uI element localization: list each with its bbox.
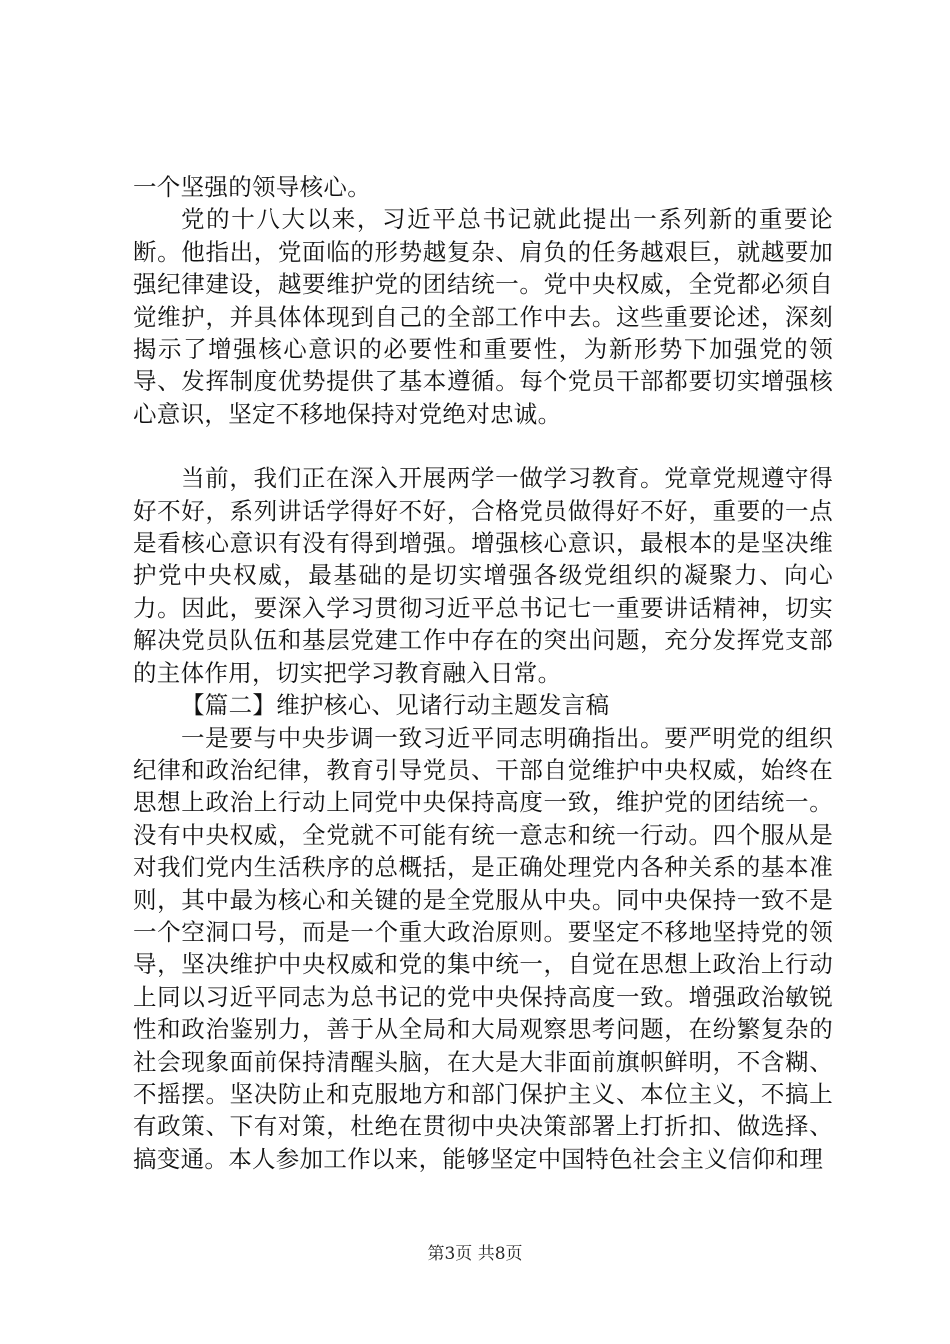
page-number-footer: 第3页 共8页 — [427, 1244, 523, 1264]
paragraph-1: 一个坚强的领导核心。 — [133, 173, 371, 201]
paragraph-spacer — [133, 430, 833, 462]
paragraph-5: 一是要与中央步调一致习近平同志明确指出。要严明党的组织纪律和政治纪律，教育引导党员、干部自觉维护中央权威，始终在思想上政治上行动上同党中央保持高度一致，维护党的团结统一。没有中央权威，全党就不可能有统一意志和统一行动。四个服从是对我们党内生活秩序的总概括，是正确处理党内各种关系的基本准则，其中最为核心和关键的是全党服从中央。同中央保持一致不是一个空洞口号，而是一个重大政治原则。要坚定不移地坚持党的领导，坚决维护中央权威和党的集中统一，自觉在思想上政治上行动上同以习近平同志为总书记的党中央保持高度一致。增强政治敏锐性和政治鉴别力，善于从全局和大局观察思考问题，在纷繁复杂的社会现象面前保持清醒头脑，在大是大非面前旗帜鲜明，不含糊、不摇摆。坚决防止和克服地方和部门保护主义、本位主义，不搞上有政策、下有对策，杜绝在贯彻中央决策部署上打折扣、做选择、搞变通。本人参加工作以来，能够坚定中国特色社会主义信仰和理 — [133, 723, 833, 1173]
section-heading: 【篇二】维护核心、见诸行动主题发言稿 — [181, 691, 610, 720]
body-text — [133, 171, 833, 1175]
paragraph-3: 当前，我们正在深入开展两学一做学习教育。党章党规遵守得好不好，系列讲话学得好不好，合格党员做得好不好，重要的一点是看核心意识有没有得到增强。增强核心意识，最根本的是坚决维护党中央权威，最基础的是切实增强各级党组织的凝聚力、向心力。因此，要深入学习贯彻习近平总书记七一重要讲话精神，切实解决党员队伍和基层党建工作中存在的突出问题，充分发挥党支部的主体作用，切实把学习教育融入日常。 — [133, 464, 833, 687]
paragraph-2: 党的十八大以来，习近平总书记就此提出一系列新的重要论断。他指出，党面临的形势越复杂、肩负的任务越艰巨，就越要加强纪律建设，越要维护党的团结统一。党中央权威，全党都必须自觉维护，并具体体现到自己的全部工作中去。这些重要论述，深刻揭示了增强核心意识的必要性和重要性，为新形势下加强党的领导、发挥制度优势提供了基本遵循。每个党员干部都要切实增强核心意识，坚定不移地保持对党绝对忠诚。 — [133, 205, 833, 428]
